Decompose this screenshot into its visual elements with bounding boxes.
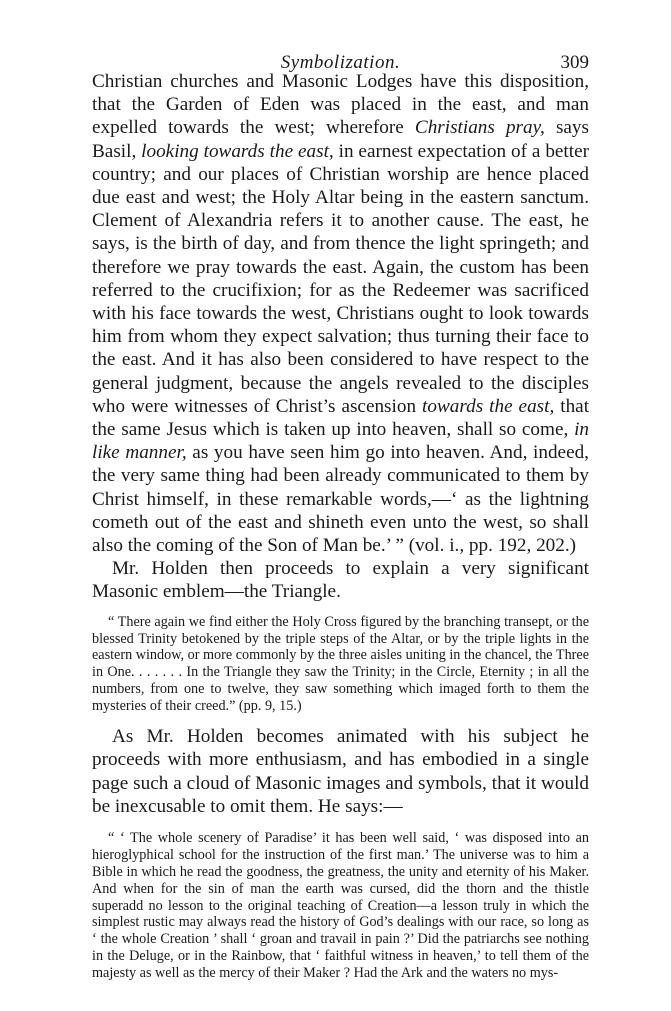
paragraph-1 bbox=[92, 70, 589, 557]
block-quote-1: “ There again we find either the Holy Cross figured by the branching transept, or the blessed Trinity betokened by the triple steps of the Altar, or by the triple lights in the eastern window, or more commonly by the three aisles uniting in the chancel, the Three in One. . . . . . . In the Triangle they saw the Trinity; in the Circle, Eternity ; in all the numbers, from one to twelve, they saw something which imaged forth to them the mysteries of their creed.” (pp. 9, 15.) bbox=[92, 613, 589, 715]
running-head: Symbolization. bbox=[280, 52, 401, 73]
text-run: as you have seen him go into heaven. And, indeed, the very same thing had been already communicated to them by Christ himself, in these remarkable words,—‘ as the lightning cometh out of the east and shineth even unto the west, so shall also the coming of the Son of Man be.’ ” (vol. i., pp. 192, 202.) bbox=[92, 442, 589, 557]
italic-run: Christians pray, bbox=[414, 117, 545, 139]
italic-run: towards the east, bbox=[422, 395, 555, 417]
paragraph-3: As Mr. Holden becomes animated with his subject he proceeds with more enthusiasm, and has embodied in a single page such a cloud of Masonic images and symbols, that it would be inexcusable to omit them. He says:— bbox=[92, 726, 589, 817]
page-number: 309 bbox=[560, 52, 589, 73]
italic-run: looking towards the east, bbox=[141, 140, 334, 162]
italic-run: in like manner, bbox=[92, 419, 590, 464]
text-run: Christian churches and Masonic Lodges have this disposition, that the Garden of Eden was placed in the east, and man expelled towards the west; wherefore bbox=[92, 71, 589, 139]
page-header bbox=[92, 0, 589, 73]
paragraph-2: Mr. Holden then proceeds to explain a very significant Masonic emblem—the Triangle. bbox=[92, 558, 589, 603]
text-run: that the same Jesus which is taken up into heaven, shall so come, bbox=[92, 395, 590, 441]
text-run: in earnest expectation of a better country; and our places of Christian worship are hence placed due east and west; the Holy Altar being in the eastern sanctum. Clement of Alexandria refers it to another cause. The east, he says, is the birth of day, and from thence the light springeth; and therefore we pray towards the east. Again, the custom has been referred to the crucifixion; for as the Redeemer was sacrificed with his face towards the west, Christians ought to look towards him from whom they expect salvation; thus turning their face to the east. And it has also been considered to have respect to the general judgment, because the angels revealed to the disciples who were witnesses of Christ’s ascension bbox=[92, 140, 589, 417]
text-run: says Basil, bbox=[92, 117, 589, 162]
block-quote-2: “ ‘ The whole scenery of Paradise’ it has been well said, ‘ was disposed into an hieroglyphical school for the instruction of the first man.’ The universe was to him a Bible in which he read the goodness, the greatness, the unity and eternity of his Maker. And when for the sin of man the earth was cursed, did the thorn and the thistle superadd no lesson to the original teaching of Creation—a lesson truly in which the simplest rustic may always read the history of God’s dealings with our race, so long as ‘ the whole Creation ’ shall ‘ groan and travail in pain ?’ Did the patriarchs see nothing in the Deluge, or in the Rainbow, that ‘ faithful witness in heaven,’ to tell them of the majesty as well as the mercy of their Maker ? Had the Ark and the waters no mys- bbox=[92, 829, 589, 982]
